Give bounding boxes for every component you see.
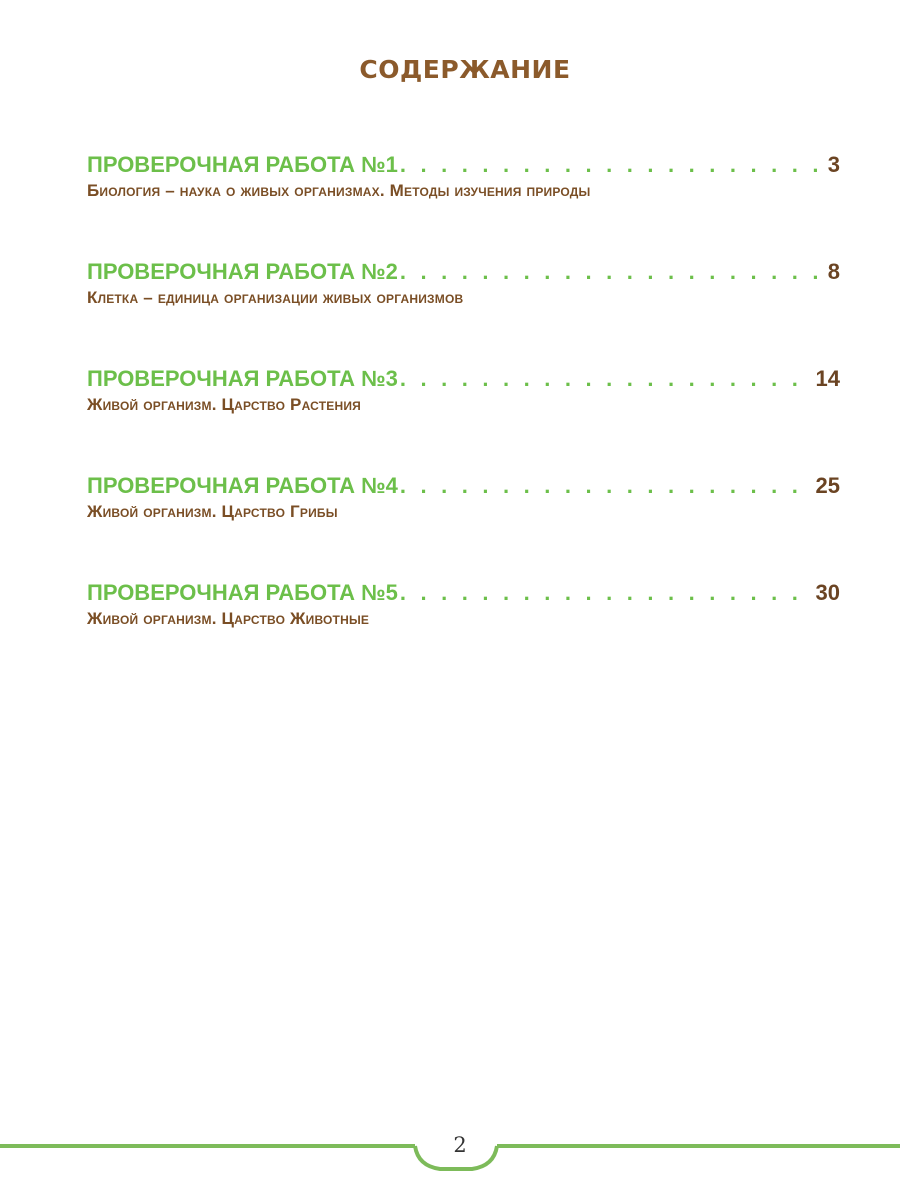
toc-heading-line: [87, 471, 840, 501]
table-of-contents: [87, 150, 840, 685]
toc-subtitle: Живой организм. Царство Животные: [87, 609, 370, 628]
footer-page-number: 2: [453, 1133, 467, 1157]
toc-entry-4[interactable]: [87, 471, 840, 578]
toc-work-title: ПРОВЕРОЧНАЯ РАБОТА №3: [87, 366, 398, 391]
toc-subtitle: Живой организм. Царство Грибы: [87, 502, 338, 521]
toc-page-number: 25: [815, 473, 840, 498]
toc-heading-line: [87, 257, 840, 287]
toc-heading-line: [87, 364, 840, 394]
toc-dot-leader: [400, 364, 810, 394]
toc-work-title: ПРОВЕРОЧНАЯ РАБОТА №1: [87, 152, 398, 177]
toc-heading-line: [87, 578, 840, 608]
toc-dot-leader: [400, 257, 822, 287]
page-title: СОДЕРЖАНИЕ: [359, 55, 571, 84]
toc-dot-leader: [400, 578, 810, 608]
toc-dot-leader: [400, 150, 822, 180]
toc-page-number: 8: [827, 259, 840, 284]
toc-page-number: 14: [815, 366, 840, 391]
toc-entry-2[interactable]: [87, 257, 840, 364]
toc-subtitle: Клетка – единица организации живых организмов: [87, 288, 464, 307]
toc-work-title: ПРОВЕРОЧНАЯ РАБОТА №5: [87, 580, 398, 605]
toc-page-number: 30: [815, 580, 840, 605]
toc-page-number: 3: [827, 152, 840, 177]
toc-work-title: ПРОВЕРОЧНАЯ РАБОТА №2: [87, 259, 398, 284]
toc-heading-line: [87, 150, 840, 180]
toc-subtitle: Живой организм. Царство Растения: [87, 395, 361, 414]
toc-entry-5[interactable]: [87, 578, 840, 685]
toc-entry-1[interactable]: [87, 150, 840, 257]
toc-subtitle: Биология – наука о живых организмах. Методы изучения природы: [87, 181, 591, 200]
toc-work-title: ПРОВЕРОЧНАЯ РАБОТА №4: [87, 473, 398, 498]
toc-entry-3[interactable]: [87, 364, 840, 471]
toc-dot-leader: [400, 471, 810, 501]
